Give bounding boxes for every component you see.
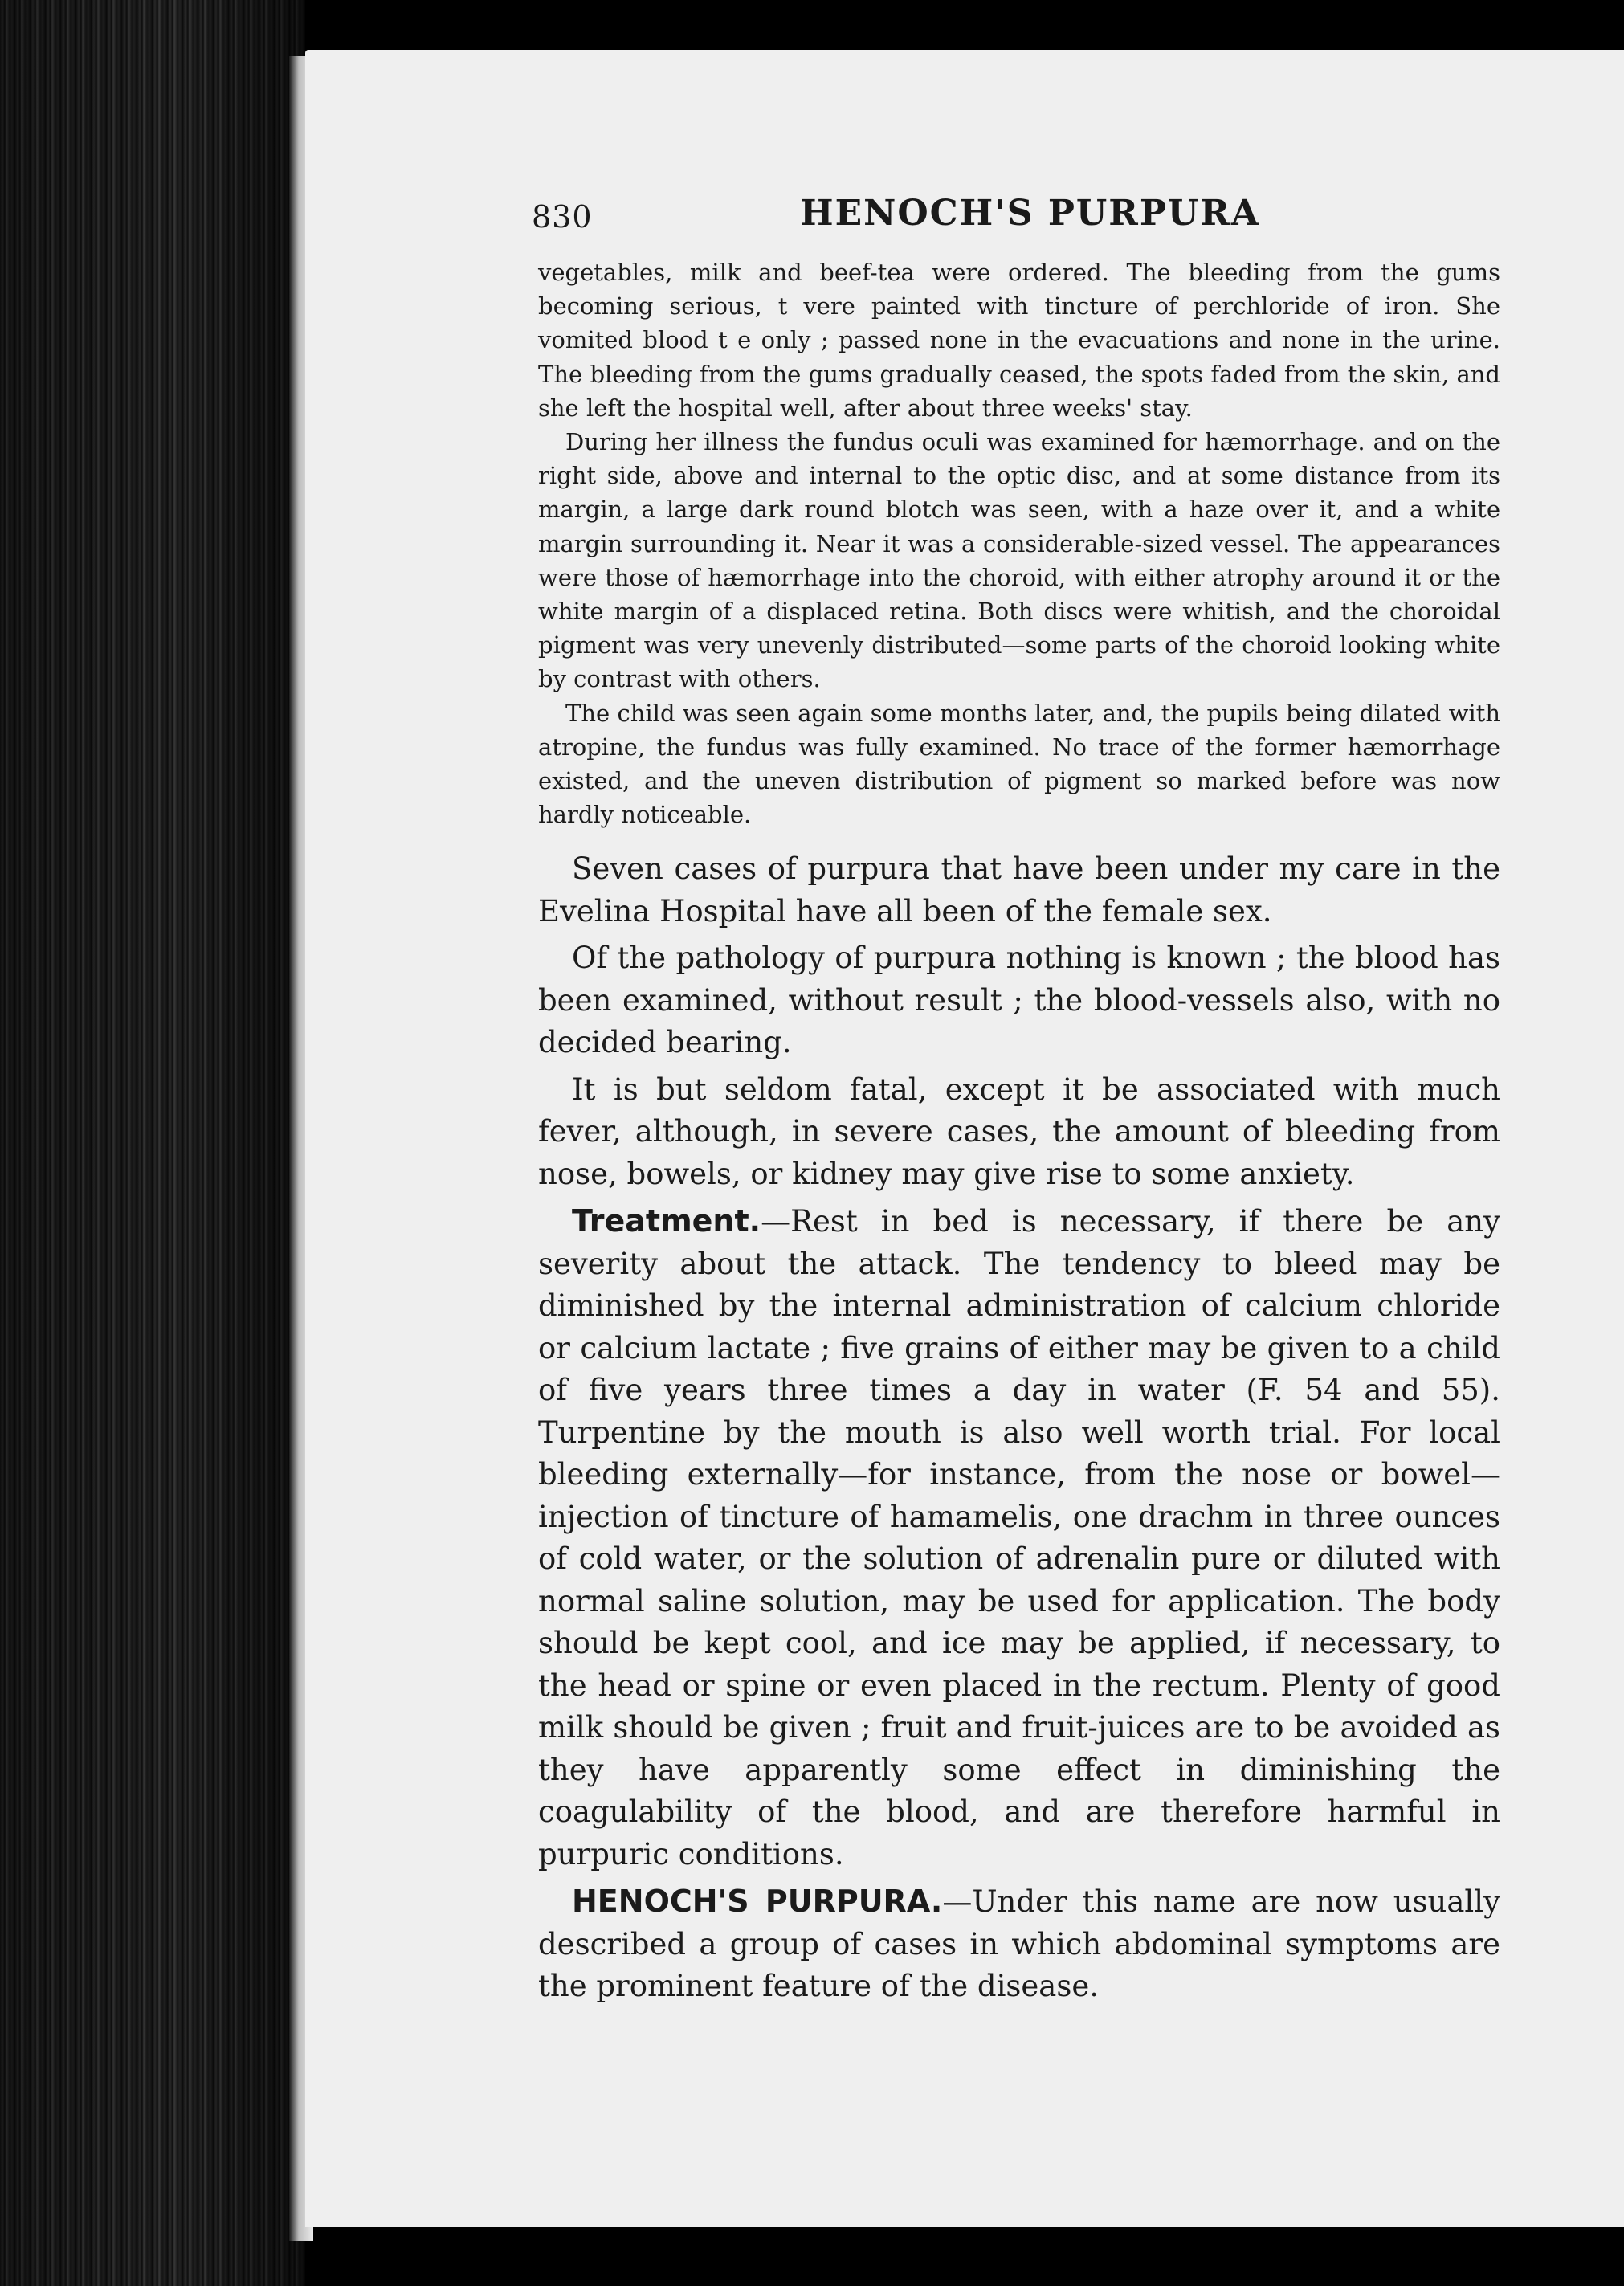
treatment-paragraph: [538, 1200, 1500, 1876]
page-header: [532, 193, 1495, 249]
henoch-paragraph: [538, 1880, 1500, 2008]
body-paragraph: Of the pathology of purpura nothing is known ; the blood has been examined, without result ; the blood-vessels also, with no decided bearing.: [538, 941, 1500, 1059]
body-paragraph: Seven cases of purpura that have been under my care in the Evelina Hospital have all been of the female sex.: [538, 851, 1500, 929]
case-note-paragraph: During her illness the fundus oculi was examined for hæmorrhage. and on the right side, above and internal to the optic disc, and at some distance from its margin, a large dark round blotch was seen, with a haze over it, and a white margin surrounding it. Near it was a considerable-sized vessel. The appearances were those of hæmorrhage into the choroid, with either atrophy around it or the white margin of a displaced retina. Both discs were whitish, and the choroidal pigment was very unevenly distributed—some parts of the choroid looking white by contrast with others.: [538, 428, 1500, 693]
henoch-heading: HENOCH'S PURPURA.: [572, 1884, 943, 1919]
running-head: HENOCH'S PURPURA: [800, 193, 1260, 234]
body-paragraph: It is but seldom fatal, except it be associated with much fever, although, in severe cases, the amount of bleeding from nose, bowels, or kidney may give rise to some anxiety.: [538, 1072, 1500, 1191]
case-note-paragraph: vegetables, milk and beef-tea were ordered. The bleeding from the gums becoming serious, t vere painted with tincture of perchloride of iron. She vomited blood t e only ; passed none in the evacuations and none in the urine. The bleeding from the gums gradually ceased, the spots faded from the skin, and she left the hospital well, after about three weeks' stay.: [538, 259, 1500, 422]
henoch-text: —Under this name are now usually described a group of cases in which abdominal symptoms are the prominent feature of the disease.: [538, 1884, 1501, 2003]
case-notes: [538, 255, 1500, 831]
treatment-text: —Rest in bed is necessary, if there be any severity about the attack. The tendency to bleed may be diminished by the internal administration of calcium chloride or calcium lactate ; five grains of either may be given to a child of five years three times a day in water (F. 54 and 55). Turpentine by the mouth is also well worth trial. For local bleeding externally—for instance, from the nose or bowel—injection of tincture of hamamelis, one drachm in three ounces of cold water, or the solution of adrenalin pure or diluted with normal saline solution, may be used for application. The body should be kept cool, and ice may be applied, if necessary, to the head or spine or even placed in the rectum. Plenty of good milk should be given ; fruit and fruit-juices are to be avoided as they have apparently some effect in diminishing the coagulability of the blood, and are therefore harmful in purpuric conditions.: [538, 1204, 1500, 1872]
treatment-heading: Treatment.: [572, 1203, 761, 1239]
book-binding-shadow: [0, 0, 305, 2286]
main-text: [538, 848, 1500, 2008]
page-number: 830: [532, 199, 593, 235]
case-note-paragraph: The child was seen again some months later, and, the pupils being dilated with atropine, the fundus was fully examined. No trace of the former hæmorrhage existed, and the uneven distribution of pigment so marked before was now hardly noticeable.: [538, 699, 1500, 829]
